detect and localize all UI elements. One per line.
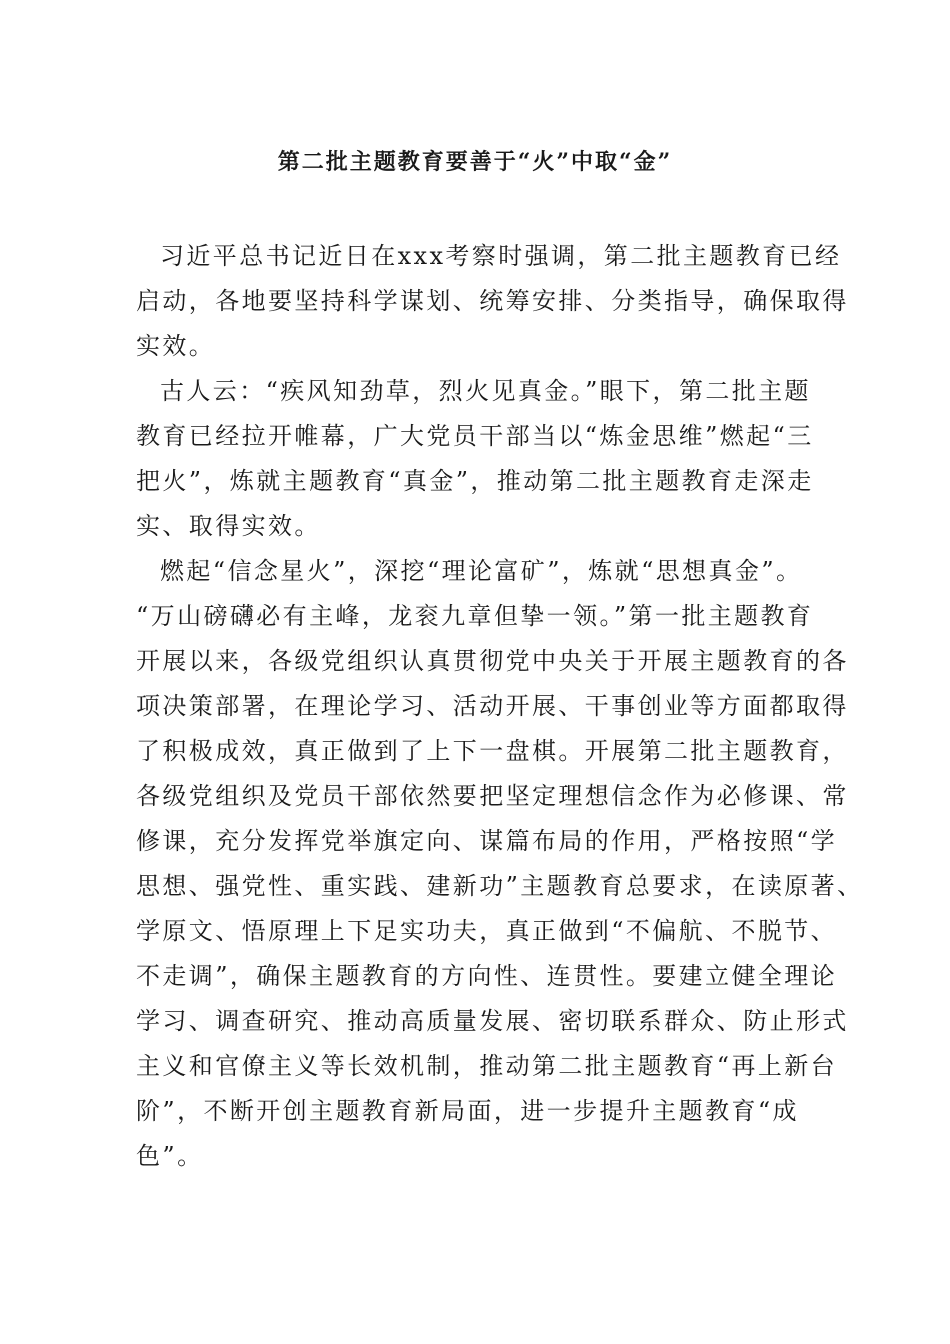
paragraph-line: 习近平总书记近日在xxx考察时强调，第二批主题教育已经 (160, 242, 842, 270)
paragraph-line: 燃起“信念星火”，深挖“理论富矿”，炼就“思想真金”。 (160, 557, 803, 585)
paragraph-line: 把火”，炼就主题教育“真金”，推动第二批主题教育走深走 (136, 467, 814, 495)
document-body (136, 234, 864, 1179)
paragraph-line: 修课，充分发挥党举旗定向、谋篇布局的作用，严格按照“学 (136, 827, 838, 855)
paragraph-line: 色”。 (136, 1142, 204, 1170)
paragraph-line: 思想、强党性、重实践、建新功”主题教育总要求，在读原著、 (136, 872, 864, 900)
paragraph-line: 启动，各地要坚持科学谋划、统筹安排、分类指导，确保取得 (136, 287, 849, 315)
paragraph-line: 实、取得实效。 (136, 512, 321, 540)
paragraph-line: 古人云：“疾风知劲草，烈火见真金。”眼下，第二批主题 (160, 377, 811, 405)
paragraph-line: 了积极成效，真正做到了上下一盘棋。开展第二批主题教育， (136, 737, 849, 765)
paragraph-line: “万山磅礴必有主峰，龙衮九章但挚一领。”第一批主题教育 (136, 602, 814, 630)
paragraph-line: 开展以来，各级党组织认真贯彻党中央关于开展主题教育的各 (136, 647, 849, 675)
paragraph-line: 教育已经拉开帷幕，广大党员干部当以“炼金思维”燃起“三 (136, 422, 814, 450)
paragraph-line: 学原文、悟原理上下足实功夫，真正做到“不偏航、不脱节、 (136, 917, 838, 945)
paragraph-line: 阶”，不断开创主题教育新局面，进一步提升主题教育“成 (136, 1097, 799, 1125)
paragraph-line: 学习、调查研究、推动高质量发展、密切联系群众、防止形式 (136, 1007, 849, 1035)
paragraph-line: 不走调”，确保主题教育的方向性、连贯性。要建立健全理论 (136, 962, 838, 990)
paragraph-line: 实效。 (136, 332, 216, 360)
paragraph-line: 各级党组织及党员干部依然要把坚定理想信念作为必修课、常 (136, 782, 849, 810)
paragraph-1 (136, 234, 849, 369)
document-title: 第二批主题教育要善于“火”中取“金” (277, 149, 673, 175)
paragraph-line: 项决策部署，在理论学习、活动开展、干事创业等方面都取得 (136, 692, 849, 720)
paragraph-2 (136, 369, 840, 549)
paragraph-3 (136, 549, 864, 1179)
paragraph-line: 主义和官僚主义等长效机制，推动第二批主题教育“再上新台 (136, 1052, 838, 1080)
